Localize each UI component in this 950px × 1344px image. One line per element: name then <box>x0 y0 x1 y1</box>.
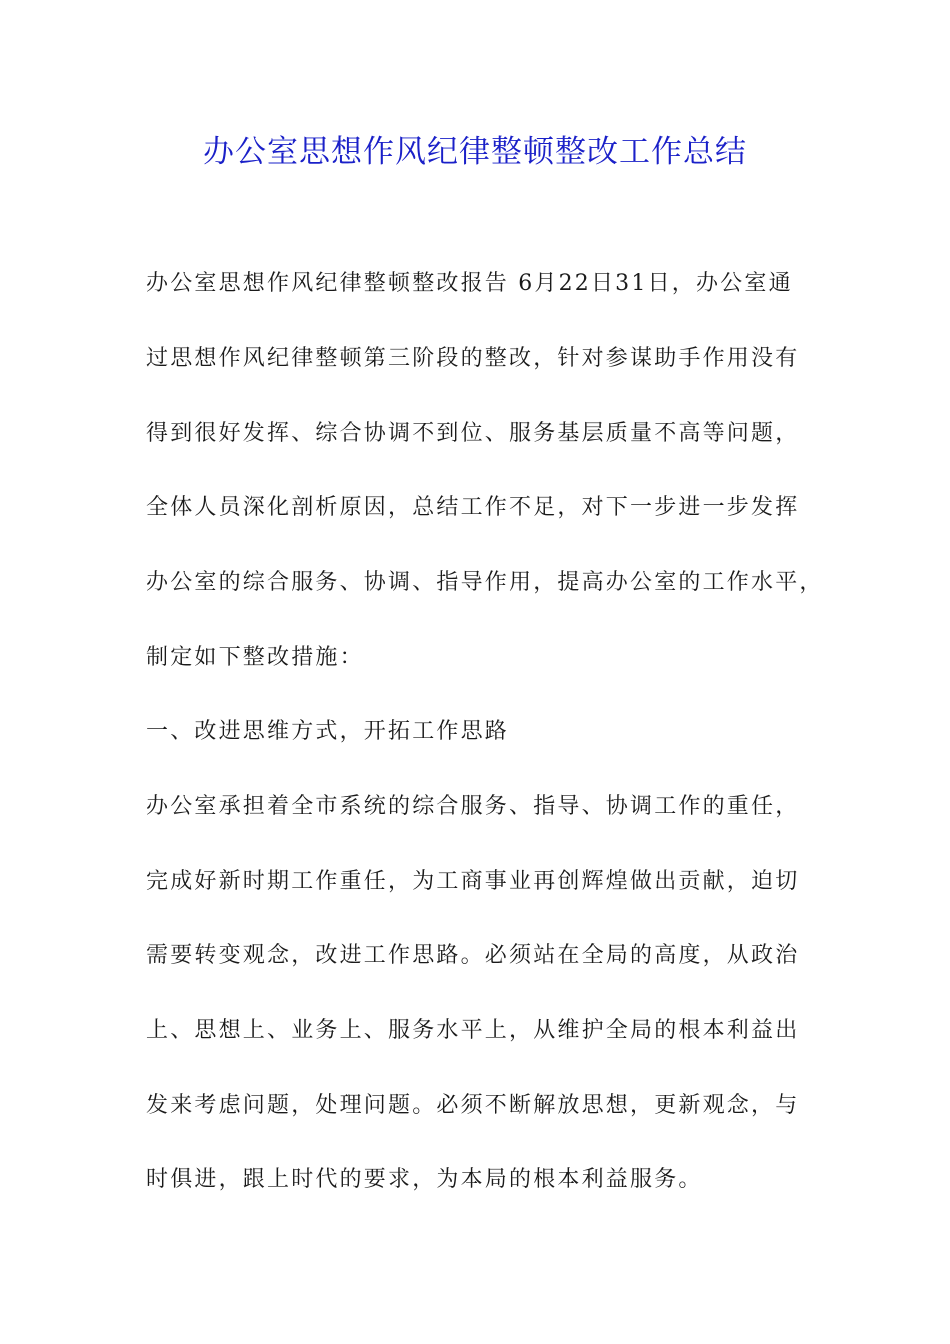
paragraph-line-9: 需要转变观念，改进工作思路。必须站在全局的高度，从政治 <box>146 943 800 968</box>
document-title: 办公室思想作风纪律整顿整改工作总结 <box>203 134 747 170</box>
paragraph-line-2: 过思想作风纪律整顿第三阶段的整改，针对参谋助手作用没有 <box>146 346 800 371</box>
paragraph-line-11: 发来考虑问题，处理问题。必须不断解放思想，更新观念，与 <box>146 1093 800 1118</box>
paragraph-line-8: 完成好新时期工作重任，为工商事业再创辉煌做出贡献，迫切 <box>146 869 800 894</box>
paragraph-line-5: 办公室的综合服务、协调、指导作用，提高办公室的工作水平， <box>146 570 824 595</box>
paragraph-line-7: 办公室承担着全市系统的综合服务、指导、协调工作的重任， <box>146 794 800 819</box>
paragraph-line-6: 制定如下整改措施： <box>146 645 364 670</box>
paragraph-line-10: 上、思想上、业务上、服务水平上，从维护全局的根本利益出 <box>146 1018 800 1043</box>
paragraph-line-4: 全体人员深化剖析原因，总结工作不足，对下一步进一步发挥 <box>146 495 800 520</box>
paragraph-line-12: 时俱进，跟上时代的要求，为本局的根本利益服务。 <box>146 1167 703 1192</box>
section-heading-1: 一、改进思维方式，开拓工作思路 <box>146 719 510 744</box>
paragraph-line-1: 办公室思想作风纪律整顿整改报告 6月22日31日，办公室通 <box>146 271 793 296</box>
paragraph-line-3: 得到很好发挥、综合协调不到位、服务基层质量不高等问题， <box>146 421 800 446</box>
